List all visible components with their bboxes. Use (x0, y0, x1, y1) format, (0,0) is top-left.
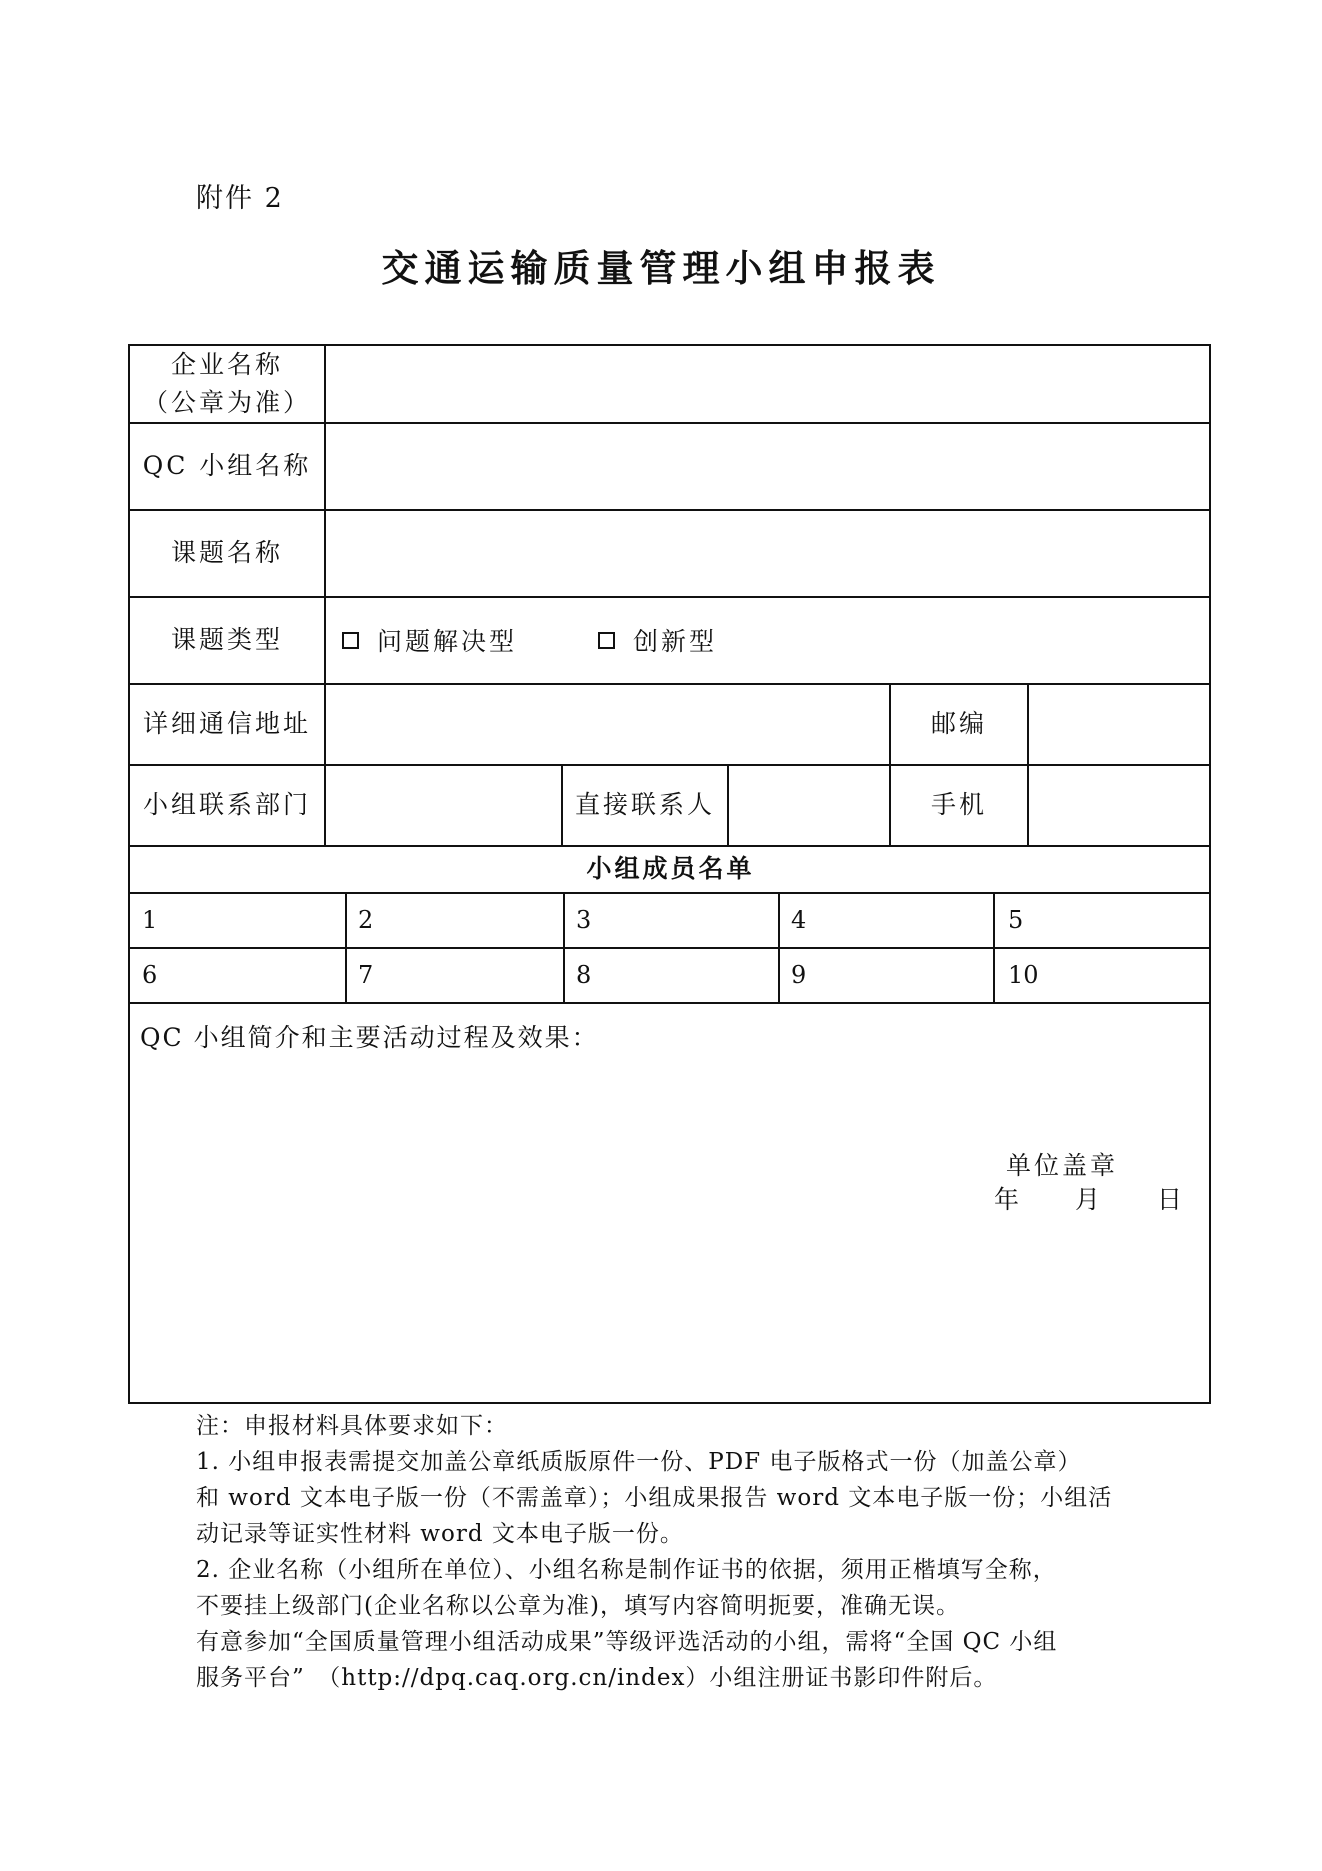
option-label: 问题解决型 (377, 627, 518, 656)
application-form (128, 344, 1211, 1404)
member-cell-6[interactable]: 6 (142, 961, 158, 989)
notes-line: 动记录等证实性材料 word 文本电子版一份。 (196, 1521, 684, 1547)
member-cell-3[interactable]: 3 (576, 906, 592, 934)
member-cell-10[interactable]: 10 (1008, 961, 1039, 989)
date-month-label: 月 (1075, 1185, 1101, 1214)
notes-line: 不要挂上级部门(企业名称以公章为准)，填写内容简明扼要，准确无误。 (196, 1593, 960, 1619)
column-divider (345, 892, 347, 1002)
dept-label: 小组联系部门 (142, 790, 311, 819)
dept-field[interactable] (326, 765, 561, 845)
member-cell-4[interactable]: 4 (791, 906, 807, 934)
contact-label: 直接联系人 (574, 790, 715, 819)
member-cell-8[interactable]: 8 (576, 961, 592, 989)
postcode-field[interactable] (1029, 684, 1211, 764)
form-title: 交通运输质量管理小组申报表 (381, 247, 941, 290)
description-area[interactable] (130, 1004, 1211, 1404)
topic-name-field[interactable] (326, 510, 1211, 596)
date-day-label: 日 (1157, 1185, 1183, 1214)
checkbox-icon[interactable] (342, 632, 359, 649)
checkbox-icon[interactable] (598, 632, 615, 649)
company-name-field[interactable] (326, 346, 1211, 422)
qc-group-name-label: QC 小组名称 (142, 451, 312, 480)
company-name-label-line1: 企业名称 (170, 350, 283, 379)
notes-heading: 注：申报材料具体要求如下： (196, 1413, 508, 1439)
column-divider (563, 892, 565, 1002)
topic-type-innovation-option[interactable] (598, 597, 717, 683)
company-name-label-line2: （公章为准） (142, 388, 311, 417)
topic-name-label: 课题名称 (170, 538, 283, 567)
notes-line: 和 word 文本电子版一份（不需盖章）；小组成果报告 word 文本电子版一份；小组活 (196, 1485, 1113, 1511)
topic-type-problem-solving-option[interactable] (342, 597, 517, 683)
member-cell-7[interactable]: 7 (358, 961, 374, 989)
member-cell-5[interactable]: 5 (1008, 906, 1024, 934)
notes-line: 有意参加“全国质量管理小组活动成果”等级评选活动的小组，需将“全国 QC 小组 (196, 1629, 1058, 1655)
member-cell-1[interactable]: 1 (142, 906, 158, 934)
members-header: 小组成员名单 (586, 854, 755, 883)
qc-group-name-field[interactable] (326, 423, 1211, 509)
notes-line: 2. 企业名称（小组所在单位）、小组名称是制作证书的依据，须用正楷填写全称， (196, 1557, 1057, 1583)
topic-type-label: 课题类型 (170, 625, 283, 654)
column-divider (993, 892, 995, 1002)
mobile-label: 手机 (930, 790, 987, 819)
date-year-label: 年 (994, 1185, 1020, 1214)
notes-line: 服务平台” （http://dpq.caq.org.cn/index）小组注册证书影印件附后。 (196, 1665, 998, 1691)
option-label: 创新型 (633, 627, 718, 656)
postcode-label: 邮编 (930, 709, 987, 738)
address-label: 详细通信地址 (142, 709, 311, 738)
address-field[interactable] (326, 684, 889, 764)
member-cell-9[interactable]: 9 (791, 961, 807, 989)
company-name-label (130, 346, 324, 422)
notes-section (196, 1408, 1176, 1696)
contact-field[interactable] (729, 765, 889, 845)
description-label: QC 小组简介和主要活动过程及效果： (140, 1023, 599, 1052)
stamp-label: 单位盖章 (1006, 1151, 1119, 1180)
mobile-field[interactable] (1029, 765, 1211, 845)
notes-line: 1. 小组申报表需提交加盖公章纸质版原件一份、PDF 电子版格式一份（加盖公章） (196, 1449, 1082, 1475)
column-divider (778, 892, 780, 1002)
attachment-label: 附件 2 (196, 183, 284, 214)
member-cell-2[interactable]: 2 (358, 906, 374, 934)
